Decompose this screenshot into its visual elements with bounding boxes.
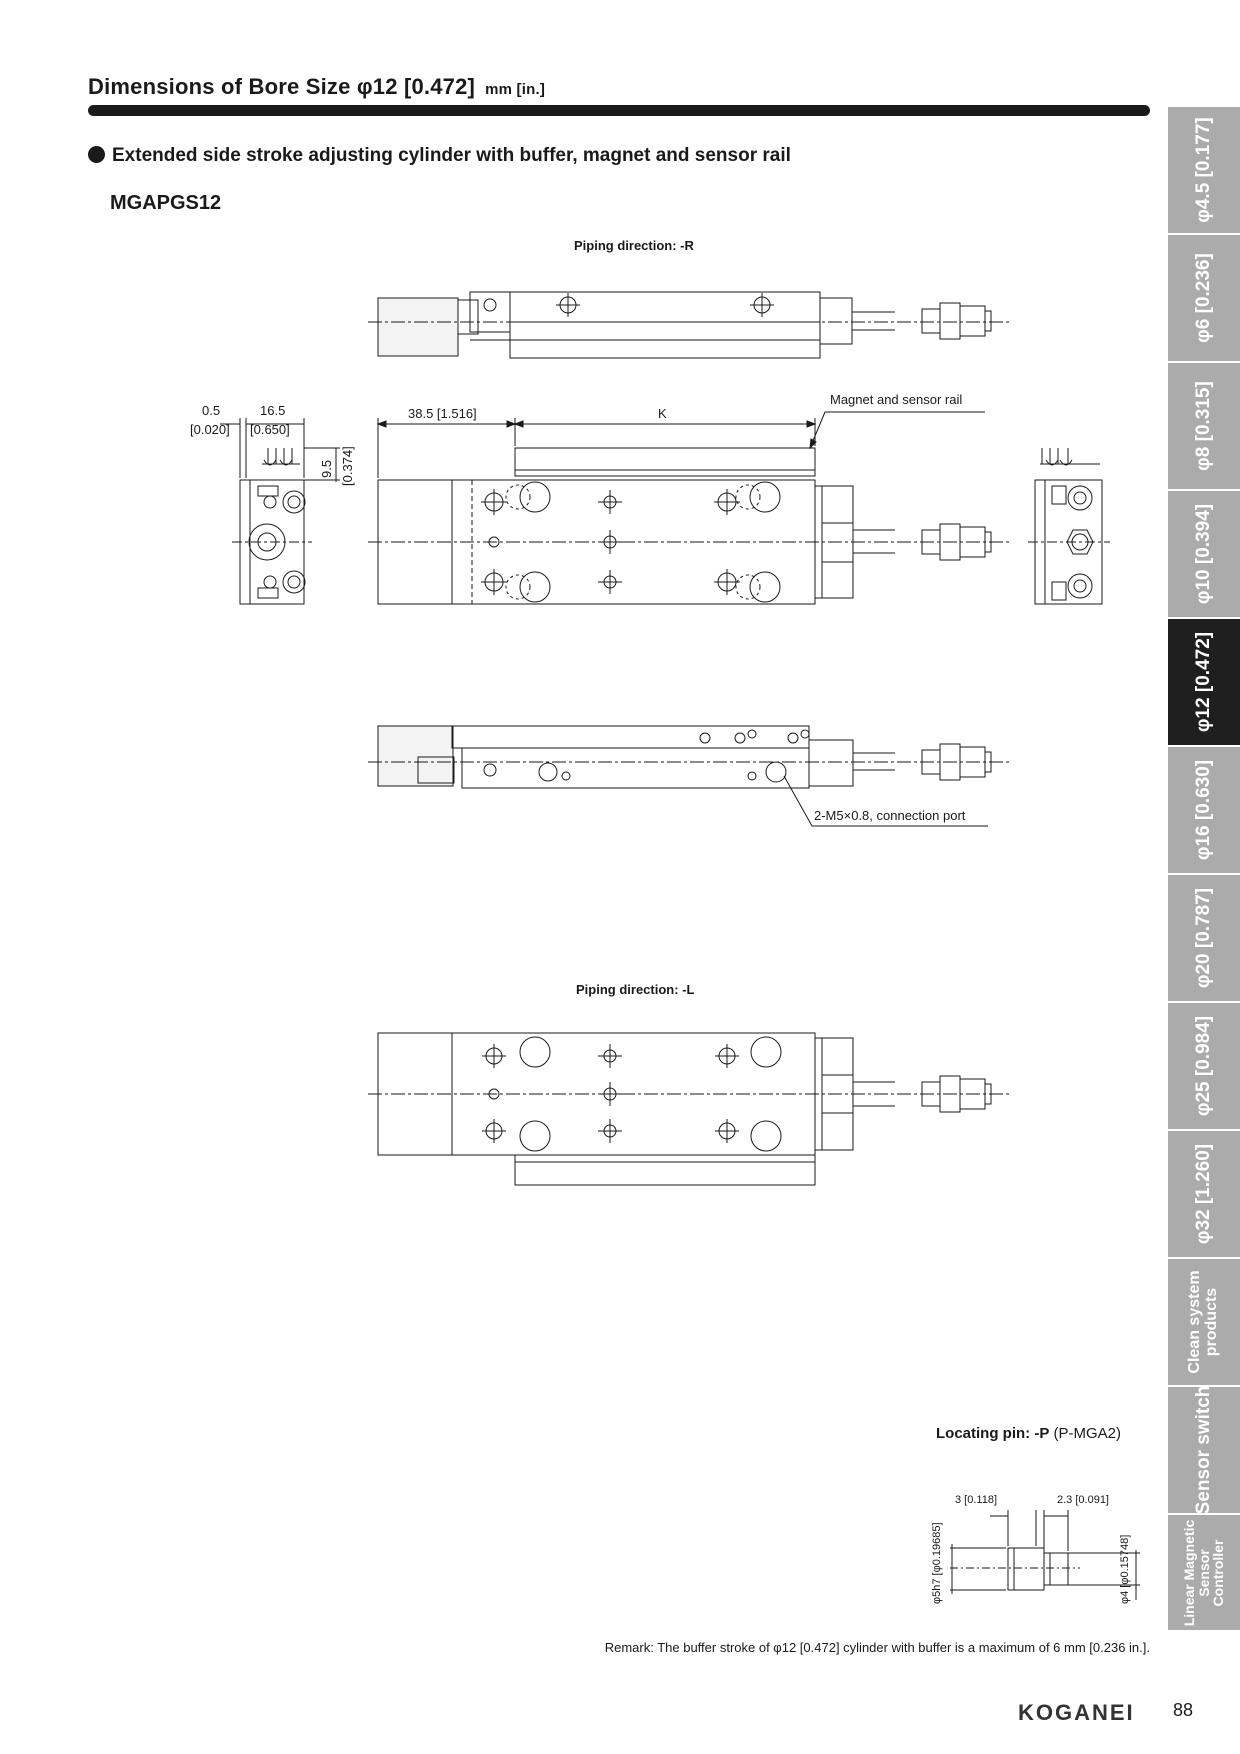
tab-bore-20[interactable]: φ20 [0.787] — [1168, 875, 1240, 1003]
dim-385: 38.5 [1.516] — [408, 406, 477, 421]
tab-bore-8[interactable]: φ8 [0.315] — [1168, 363, 1240, 491]
pin-dim-dia5: φ5h7 [φ0.19685] — [931, 1522, 943, 1604]
piping-l-view — [368, 1033, 1010, 1185]
tab-bore-4-5[interactable]: φ4.5 [0.177] — [1168, 107, 1240, 235]
brand-logo: KOGANEI — [1018, 1700, 1135, 1725]
piping-l-caption: Piping direction: -L — [576, 982, 695, 997]
remark: Remark: The buffer stroke of φ12 [0.472] cylinder with buffer is a maximum of 6 mm [0.236 in.]. — [604, 1640, 1150, 1655]
dim-165-in: [0.650] — [250, 422, 290, 437]
page-number: 88 — [1173, 1700, 1194, 1720]
tab-bore-10[interactable]: φ10 [0.394] — [1168, 491, 1240, 619]
tab-bore-12[interactable]: φ12 [0.472] — [1168, 619, 1240, 747]
tab-bore-6[interactable]: φ6 [0.236] — [1168, 235, 1240, 363]
section-heading-text: Extended side stroke adjusting cylinder with buffer, magnet and sensor rail — [112, 145, 791, 166]
tab-bore-32[interactable]: φ32 [1.260] — [1168, 1131, 1240, 1259]
pin-dim-dia4: φ4 [φ0.15748] — [1119, 1534, 1131, 1604]
pin-dim-23: 2.3 [0.091] — [1057, 1494, 1109, 1506]
pin-dim-3: 3 [0.118] — [955, 1494, 997, 1506]
side-tab-strip — [1168, 107, 1240, 1632]
dim-95-in: [0.374] — [340, 446, 355, 486]
dim-k: K — [658, 406, 667, 421]
dim-05-in: [0.020] — [190, 422, 230, 437]
page-title-text: Dimensions of Bore Size φ12 [0.472] — [88, 74, 476, 99]
piping-r-caption: Piping direction: -R — [574, 238, 694, 253]
dim-95: 9.5 — [319, 459, 334, 478]
port-callout: 2-M5×0.8, connection port — [814, 808, 966, 823]
tab-bore-25[interactable]: φ25 [0.984] — [1168, 1003, 1240, 1131]
tab-sensor-switch[interactable]: Sensor switch — [1168, 1387, 1240, 1515]
tab-linear-magnetic[interactable]: Linear Magnetic Sensor Controller — [1168, 1515, 1240, 1632]
front-view — [368, 412, 1010, 604]
left-side-view — [220, 418, 340, 604]
rail-callout: Magnet and sensor rail — [830, 392, 963, 407]
locating-pin-part: (P-MGA2) — [1053, 1425, 1121, 1442]
dim-165: 16.5 — [260, 403, 286, 418]
locating-pin-title: Locating pin: -P — [936, 1425, 1050, 1442]
tab-clean-system[interactable]: Clean system products — [1168, 1259, 1240, 1387]
locating-pin-caption — [936, 1425, 1121, 1442]
dim-05: 0.5 — [202, 403, 221, 418]
locating-pin-drawing — [950, 1510, 1140, 1600]
unit-label: mm [in.] — [485, 81, 546, 98]
top-view — [368, 292, 1010, 358]
model-code: MGAPGS12 — [110, 192, 222, 214]
tab-bore-16[interactable]: φ16 [0.630] — [1168, 747, 1240, 875]
right-side-view — [1028, 448, 1110, 604]
